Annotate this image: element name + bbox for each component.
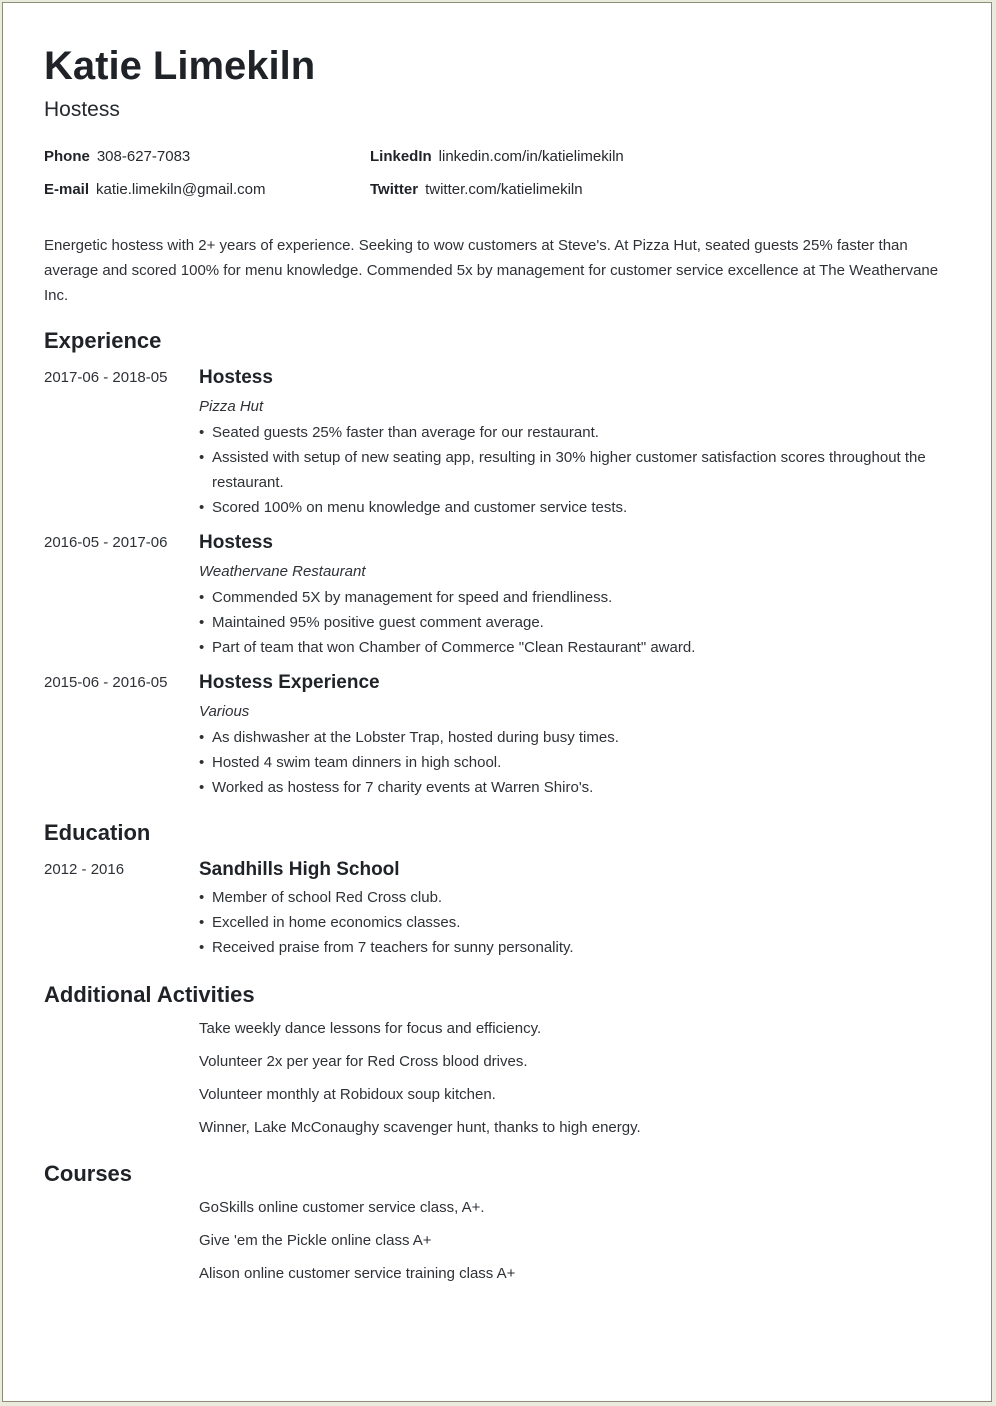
activity-item: Volunteer 2x per year for Red Cross blood drives. [199,1053,528,1070]
contact-phone [44,147,190,167]
linkedin-value: linkedin.com/in/katielimekiln [438,148,624,165]
bullet-item: • Assisted with setup of new seating app, resulting in 30% higher customer satisfaction scores throughout the restaurant. [199,445,939,495]
candidate-name: Katie Limekiln [44,44,316,88]
job-bullets [199,725,939,800]
bullet-item: • Received praise from 7 teachers for sunny personality. [199,935,939,960]
course-item: Give 'em the Pickle online class A+ [199,1232,432,1249]
job-dates: 2017-06 - 2018-05 [44,369,168,386]
bullet-item: • Maintained 95% positive guest comment average. [199,610,939,635]
job-role: Hostess [199,532,273,553]
activity-item: Take weekly dance lessons for focus and efficiency. [199,1020,542,1037]
job-dates: 2015-06 - 2016-05 [44,674,168,691]
bullet-item: • Scored 100% on menu knowledge and customer service tests. [199,495,939,520]
bullet-item: • Member of school Red Cross club. [199,885,939,910]
education-dates: 2012 - 2016 [44,861,125,878]
job-bullets [199,420,939,520]
school-name: Sandhills High School [199,859,400,880]
bullet-item: • Hosted 4 swim team dinners in high school. [199,750,939,775]
bullet-item: • Seated guests 25% faster than average for our restaurant. [199,420,939,445]
activity-item: Winner, Lake McConaughy scavenger hunt, thanks to high energy. [199,1119,641,1136]
course-item: Alison online customer service training class A+ [199,1265,516,1282]
resume-page [2,2,992,1402]
activity-item: Volunteer monthly at Robidoux soup kitchen. [199,1086,496,1103]
email-value: katie.limekiln@gmail.com [96,181,266,198]
education-heading: Education [44,820,151,845]
candidate-title: Hostess [44,98,120,121]
course-item: GoSkills online customer service class, A+. [199,1199,485,1216]
profile-summary: Energetic hostess with 2+ years of experience. Seeking to wow customers at Steve's. At Pizza Hut, seated guests 25% faster than average and scored 100% for menu knowledge. Commended 5x by management for customer service excellence at The Weathervane Inc. [44,237,939,304]
contact-email [44,180,265,200]
job-company: Weathervane Restaurant [199,563,366,580]
job-company: Pizza Hut [199,398,264,415]
contact-linkedin [370,147,624,167]
email-label: E-mail [44,181,90,198]
job-dates: 2016-05 - 2017-06 [44,534,168,551]
activities-heading: Additional Activities [44,982,255,1007]
education-bullets [199,885,939,960]
courses-heading: Courses [44,1161,133,1186]
twitter-label: Twitter [370,181,419,198]
job-role: Hostess Experience [199,672,380,693]
bullet-item: • Worked as hostess for 7 charity events at Warren Shiro's. [199,775,939,800]
bullet-item: • As dishwasher at the Lobster Trap, hosted during busy times. [199,725,939,750]
phone-value: 308-627-7083 [96,148,191,165]
job-role: Hostess [199,367,273,388]
phone-label: Phone [44,148,90,165]
bullet-item: • Part of team that won Chamber of Commerce "Clean Restaurant" award. [199,635,939,660]
experience-heading: Experience [44,328,162,353]
twitter-value: twitter.com/katielimekiln [425,181,583,198]
linkedin-label: LinkedIn [370,148,432,165]
contact-twitter [370,180,583,200]
bullet-item: • Excelled in home economics classes. [199,910,939,935]
job-bullets [199,585,939,660]
bullet-item: • Commended 5X by management for speed and friendliness. [199,585,939,610]
job-company: Various [199,703,250,720]
